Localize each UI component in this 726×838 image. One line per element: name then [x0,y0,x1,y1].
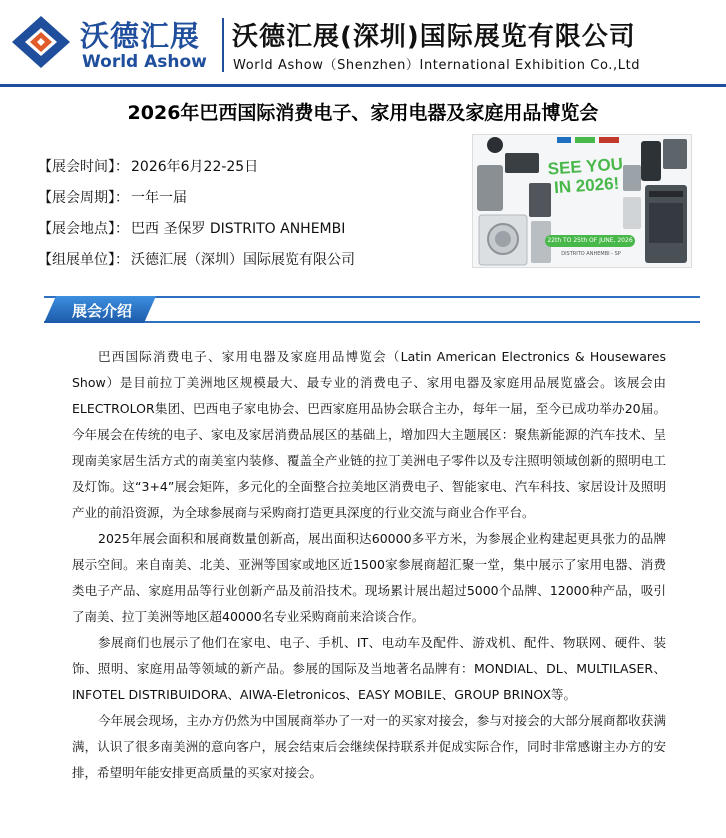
expo-promo-image [472,134,692,268]
company-name-en: World Ashow（Shenzhen）International Exhibition Co.,Ltd [233,58,641,73]
info-row-venue [38,218,345,238]
logo-text-cn: 沃德汇展 [80,19,201,53]
header-rule [0,84,726,87]
info-row-time [38,156,258,176]
logo-text-en: World Ashow [82,52,207,72]
paragraph: 今年展会现场，主办方仍然为中国展商举办了一对一的买家对接会，参与对接会的大部分展商都收获满满，认识了很多南美洲的意向客户，展会结束后会继续保持联系并促成实际合作，同时非常感谢主办方的安排，希望明年能安排更高质量的买家对接会。 [72,713,666,780]
paragraph: 巴西国际消费电子、家用电器及家庭用品博览会（Latin American Electronics & Housewares Show）是目前拉丁美洲地区规模最大、最专业的消费电子、家用电器及家庭用品展览盛会。该展会由ELECTROLOR集团、巴西电子家电协会、巴西家庭用品协会联合主办，每年一届，至今已成功举办20届。今年展会在传统的电子、家电及家居消费品展区的基础上，增加四大主题展区：聚焦新能源的汽车技术、呈现南美家居生活方式的南美室内装修、覆盖全产业链的拉丁美洲电子零件以及专注照明领域创新的照明电工及灯饰。这“3+4”展会矩阵，多元化的全面整合拉美地区消费电子、智能家电、汽车科技、家居设计及照明产业的前沿资源，为全球参展商与采购商打造更具深度的行业交流与商业合作平台。 [72,349,666,520]
intro-body [72,344,666,786]
info-label: 【展会地点】： [38,221,129,237]
info-row-cycle [38,187,187,207]
page-title: 2026年巴西国际消费电子、家用电器及家庭用品博览会 [127,102,599,124]
info-row-organizer [38,249,355,269]
section-title: 展会介绍 [72,302,133,320]
info-label: 【组展单位】： [38,252,129,268]
paragraph: 2025年展会面积和展商数量创新高，展出面积达60000多平方米，为参展企业构建起更具张力的品牌展示空间。来自南美、北美、亚洲等国家或地区近1500家参展商超汇聚一堂，集中展示了家用电器、消费类电子产品、家庭用品等行业创新产品及前沿技术。现场累计展出超过5000个品牌、12000种产品，吸引了南美、拉丁美洲等地区超40000名专业采购商前来洽谈合作。 [72,531,666,624]
info-value: 巴西 圣保罗 DISTRITO ANHEMBI [131,221,346,237]
info-label: 【展会时间】： [38,159,129,175]
promo-headline-2: IN 2026! [553,173,620,198]
info-value: 一年一届 [131,190,187,206]
promo-headline-1: SEE YOU [547,154,624,179]
header-divider [222,18,224,72]
promo-venue: DISTRITO ANHEMBI - SP [561,251,621,257]
paragraph: 参展商们也展示了他们在家电、电子、手机、IT、电动车及配件、游戏机、配件、物联网、硬件、装饰、照明、家庭用品等领域的新产品。参展的国际及当地著名品牌有：MONDIAL、DL、MULTILASER、INFOTEL DISTRIBUIDORA、AIWA-Eletronicos、EASY MOBILE、GROUP BRINOX等。 [72,635,666,702]
info-value: 沃德汇展（深圳）国际展览有限公司 [131,252,355,268]
info-label: 【展会周期】： [38,190,129,206]
world-ashow-logo-icon [10,14,72,70]
company-name-cn: 沃德汇展(深圳)国际展览有限公司 [232,22,636,52]
promo-dates: 22th TO 25th OF JUNE, 2026 [545,235,635,247]
info-value: 2026年6月22-25日 [131,159,259,175]
